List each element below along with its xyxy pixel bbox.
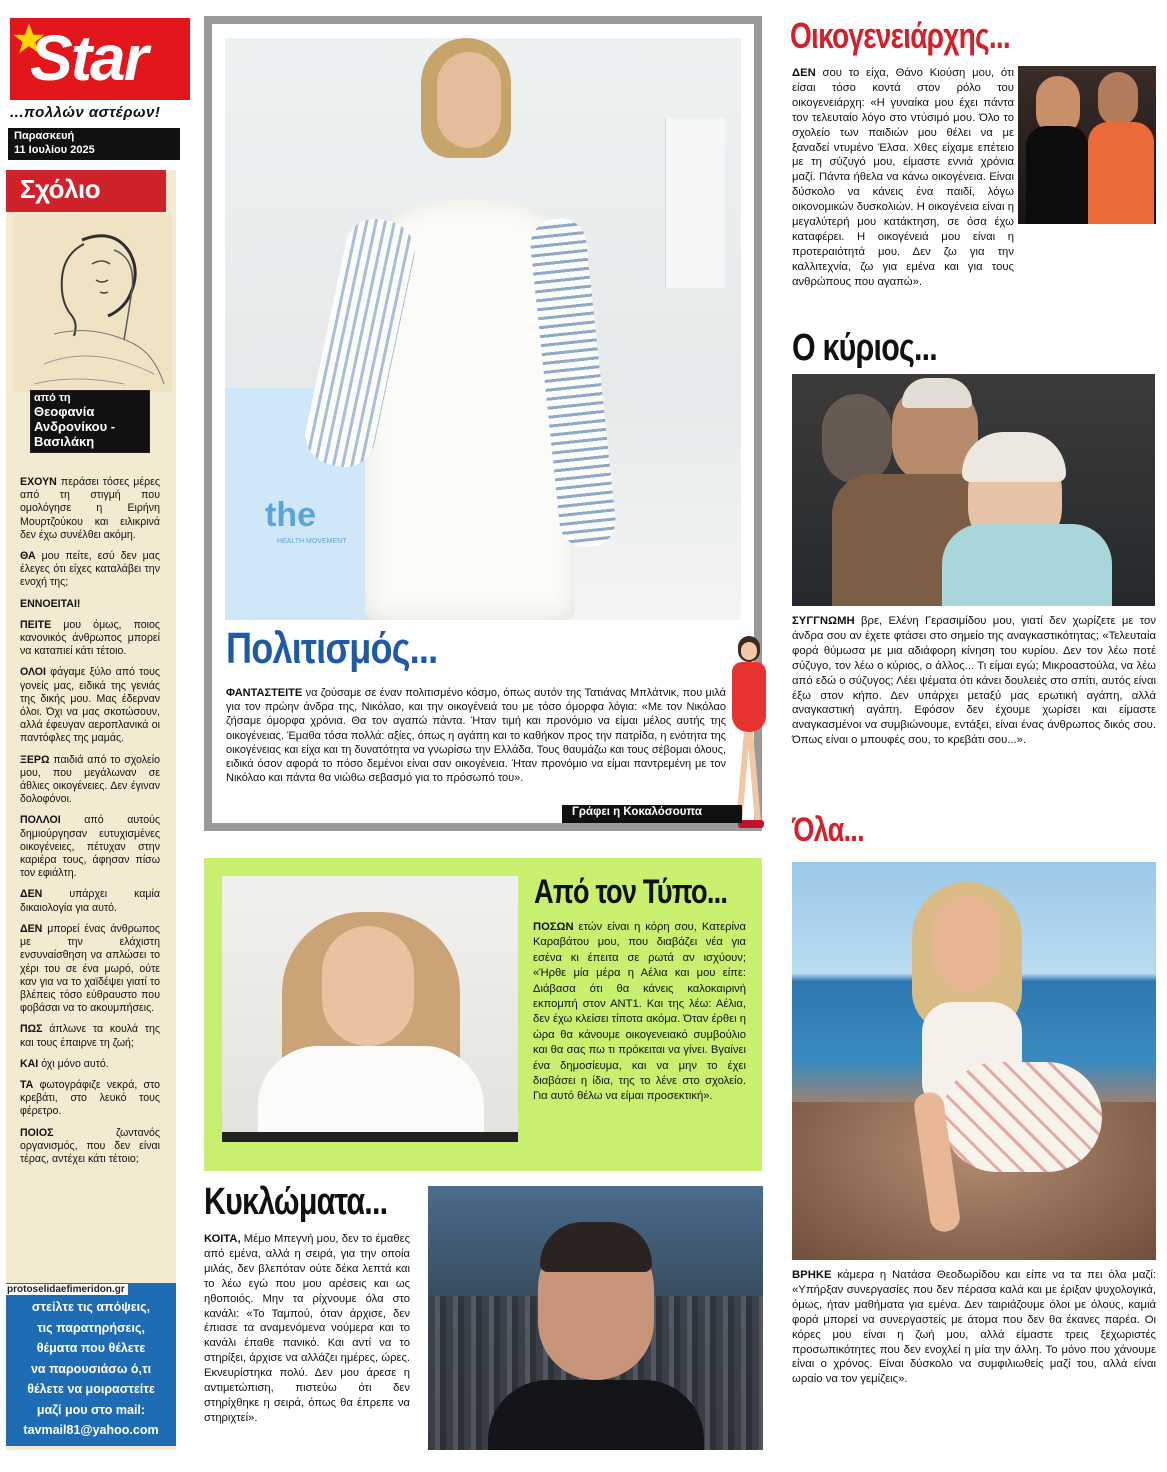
author-name2: Ανδρονίκου - xyxy=(34,419,116,434)
date-box xyxy=(8,128,180,160)
byline-box xyxy=(562,805,742,823)
watermark: protoselidaefimeridon.gr xyxy=(4,1284,128,1295)
author-prefix: από τη xyxy=(34,392,71,404)
apo-ton-typo-body: ΠΟΣΩΝ ετών είναι η κόρη σου, Κατερίνα Καραβάτου μου, που διαβάζει νέα για εσένα κι έπειτα σε ρωτά αν ισχύουν; «Ήρθε μία μέρα η Αέλια και μου είπε: Διάβασα ότι θα κάνεις καλοκαιρινή εκπομπή στον ΑΝΤ1. Και της λέω: Αέλια, δεν έχω κλείσει τίποτα ακόμα. Όταν έρθει η ώρα θα κάνουμε οικογενειακό συμβούλιο και θα σας πω τι πρόκειται να γίνει. Βγαίνει ένα δημοσίευμα, και να μην το έχει διαβάσει η ίδια, της το λένε στο σχολείο. Για αυτό θέλω να είμαι προσεκτική». xyxy=(533,921,746,1103)
comment-paragraph: ΠΕΙΤΕ μου όμως, ποιος κανονικός άνθρωπος μπορεί να καταπιεί κάτι τέτοιο. xyxy=(20,618,160,658)
contact-email[interactable]: tavmail81@yahoo.com xyxy=(23,1423,159,1437)
comment-paragraph: ΕΧΟΥΝ περάσει τόσες μέρες από τη στιγμή που ομολόγησε η Ειρήνη Μουρτζούκου και ειλικρινά δεν έχω συνέλθει ακόμη. xyxy=(20,476,160,541)
apo-ton-typo-headline: Από τον Τύπο... xyxy=(534,873,728,911)
star-logo xyxy=(10,18,190,100)
comment-paragraph: ΠΟΛΛΟΙ από αυτούς δημιούργησαν ευτυχισμένες οικογένειες, πέτυχαν στην καριέρα τους, άφησαν πίσω τον εφιάλτη. xyxy=(20,814,160,880)
banner-subtext: HEALTH MOVEMENT xyxy=(277,538,347,545)
comment-paragraph: ΚΑΙ όχι μόνο αυτό. xyxy=(20,1057,109,1070)
banner-text: the xyxy=(265,496,316,534)
comment-paragraph: ΔΕΝ μπορεί ένας άνθρωπος με την ελάχιστη ενσυναίσθηση να απλώσει το χέρι του σε ένα μωρό, ούτε καν για να το χαϊδέψει γιατί το βλέπεις τόσο εύθραυστο που φοβάσαι να το ακουμπήσεις. xyxy=(20,922,160,1015)
author-name3: Βασιλάκη xyxy=(34,434,95,449)
comment-title-box xyxy=(6,170,166,212)
comment-paragraph: ΤΑ φωτογράφιζε νεκρά, στο κρεβάτι, στο λευκό τους φέρετρο. xyxy=(20,1078,160,1118)
o-kyrios-body: ΣΥΓΓΝΩΜΗ βρε, Ελένη Γερασιμίδου μου, γιατί δεν χωρίζετε με τον άνδρα σου αν έχετε φτάσει στο σημείο της αναγκαστικότητας; «Τελευταία φορά θύμωσα με μια αδιάφορη κίνηση του κυρίου. Δεν τον λέω ποτέ σύζυγο, τον λέω ο κύριος, ο άλλος... Τι είμαι εγώ; Μικροαστούλα, να λέω από εδώ ο σύζυγος; Λέει ψέματα ότι κάνει δουλειές στο σπίτι, αυτός είναι έξω στον κήπο. Δεν υπάρχει μεταξύ μας ερωτική αγάπη, αλλά αναγκαστική αγάπη. Εφόσον δεν έχουμε χωρίσει και είμαστε αναγκασμένοι να συμβιώνουμε, εντάξει, είναι ένας άνθρωπος δικός σου. Όπως είναι ο μπουφές σου, το κρεβάτι σου...». xyxy=(792,615,1156,747)
author-box xyxy=(30,390,150,453)
logo-text: Star xyxy=(30,22,147,94)
byline: Γράφει η Κοκαλόσουπα xyxy=(572,806,702,818)
comment-paragraph: ΟΛΟΙ φάγαμε ξύλο από τους γονείς μας, ειδικά της γενιάς της δικής μου. Μας έδερναν όλοι. Όχι να μας σκοτώσουν, αλλά έφευγαν αεροπλανικά οι παντόφλες της μαμάς. xyxy=(20,666,160,745)
date-line1: Παρασκευή xyxy=(14,130,75,142)
contact-box xyxy=(6,1283,176,1446)
author-name1: Θεοφανία xyxy=(34,404,95,419)
oikogeneiarxis-body: ΔΕΝ σου το είχα, Θάνο Κιούση μου, ότι είσαι τόσο κοντά στον ρόλο του οικογενειάρχη: «Η γυναίκα μου έχει πάντα τον τελευταίο λόγο στο ντύσιμό μου. Όλο το σχολείο των παιδιών μου θέλει να με ξαναδεί ντυμένο Έλσα. Χθες είχαμε επέτειο με τη σύζυγό μου, είμαστε εννιά χρόνια μαζί. Πάντα ήθελα να κάνω οικογένεια. Είναι δύσκολο να κάνεις ένα παιδί, λόγω οικονομικών δυσκολιών. Η οικογένεια είναι η μεγαλύτερή μου κατάκτηση, σε όσα έχω καταφέρει. Η οικογένειά μου είναι η προτεραιότητά μου. Δεν ζω για την καλλιτεχνία, ζω για εμένα και για τους ανθρώπους που αγαπώ». xyxy=(792,67,1014,288)
contact-line: μαζί μου στο mail: xyxy=(36,1402,146,1417)
author-sketch-portrait xyxy=(14,214,172,392)
comment-title: Σχόλιο xyxy=(20,174,101,204)
contact-line: να παρουσιάσω ό,τι xyxy=(30,1361,152,1376)
gerasimidou-photo xyxy=(792,374,1155,606)
oikogeneiarxis-headline: Οικογενειάρχης... xyxy=(790,15,1010,56)
contact-line: θέματα που θέλετε xyxy=(36,1341,146,1355)
megni-photo xyxy=(428,1186,763,1450)
theodoridou-photo xyxy=(792,862,1156,1260)
contact-line: τις παρατηρήσεις, xyxy=(37,1320,145,1335)
date-line2: 11 Ιουλίου 2025 xyxy=(14,144,95,156)
ola-headline: Όλα... xyxy=(792,811,864,849)
fashion-illustration xyxy=(724,632,774,832)
kyklomata-headline: Κυκλώματα... xyxy=(204,1181,388,1223)
contact-line: θέλετε να μοιραστείτε xyxy=(27,1382,155,1396)
o-kyrios-headline: Ο κύριος... xyxy=(792,327,937,369)
kyklomata-body: ΚΟΙΤΑ, Μέμο Μπεγνή μου, δεν το έμαθες από εμένα, αλλά η σειρά, για την οποία μιλάς, δεν βλεπόταν ούτε δέκα λεπτά και το λέω εγώ που μου αρέσεις και ως ηθοποιός. Μην τα ρίχνουμε όλα στο κανάλι: «Το Ταμπού, όταν άρχισε, δεν έπιασε τα αναμενόμενα νούμερα και το κανάλι έπαθε πανικό. Και αντί να το στηρίξει, άρχισε να αλλάζει ημέρες, ώρες. Εκνευρίστηκα πολύ. Δεν μου άρεσε η αντιμετώπιση, πιστεύω ότι δεν στηρίχθηκε η σειρά, όπως θα έπρεπε να στηριχτεί». xyxy=(204,1233,410,1424)
comment-body xyxy=(20,476,160,1174)
ola-body: ΒΡΗΚΕ κάμερα η Νατάσα Θεοδωρίδου και είπε να τα πει όλα μαζί: «Υπήρξαν συνεργασίες που δεν πέρασα καλά και με έριξαν ψυχολογικά, όμως, ήταν μαθήματα για εμένα. Δεν ταιριάζουμε όλοι με όλους, καμιά φορά μπορεί να συνεργαστείς με άτομα που δεν θα έκανες παρέα. Οι κόρες μου είναι η ζωή μου, αλλά είμαστε τρεις ξεχωριστές προσωπικότητες που δεν ενοχλεί η μία την άλλη. Το μόνο που χάνουμε είναι ο χρόνος. Είναι δύσκολο να συμφιλιωθείς μαζί του, αλλά είναι ωραίο να τον γεμίζεις». xyxy=(792,1269,1156,1386)
karavatou-photo xyxy=(222,876,518,1142)
kiousis-photo xyxy=(1018,66,1156,224)
politismos-body: ΦΑΝΤΑΣΤΕΙΤΕ να ζούσαμε σε έναν πολιτισμένο κόσμο, όπως αυτόν της Τατιάνας Μπλάτνικ, που μιλά για τον πρώην άνδρα της, Νικόλαο, και την οικογένειά του με τόσο όμορφα λόγια: «Με τον Νικόλαο ζήσαμε όμορφα χρόνια. Θα τον αγαπώ πάντα. Ήταν τιμή και προνόμιο να είμαι μέλος αυτής της οικογένειας. Έμαθα τόσα πολλά: αξίες, όπως η αγάπη και το καθήκον προς την πατρίδα, η ενότητα της οικογένειας και είχα και τη δυνατότητα να γνωρίσω την Ελλάδα. Τους θαυμάζω και τους σέβομαι όλους, ειδικά όσον αφορά το πόσο δεμένοι είναι σαν οικογένεια. Ήταν προνόμιο να είμαι παντρεμένη με τον Νικόλαο και πάντα θα νιώθω σεβασμό για το πρόσωπό του». xyxy=(226,687,726,785)
politismos-photo xyxy=(225,38,741,620)
comment-paragraph: ΕΝΝΟΕΙΤΑΙ! xyxy=(20,597,81,610)
comment-paragraph: ΞΕΡΩ παιδιά από το σχολείο μου, που μεγάλωναν σε άθλιες οικογένειες. Δεν έγιναν δολοφόνοι. xyxy=(20,753,160,806)
comment-paragraph: ΔΕΝ υπάρχει καμία δικαιολογία για αυτό. xyxy=(20,888,160,914)
comment-paragraph: ΘΑ μου πείτε, εσύ δεν μας έλεγες ότι είχες καταλάβει την ενοχή της; xyxy=(20,550,160,589)
comment-paragraph: ΠΟΙΟΣ ζωντανός οργανισμός, που δεν είναι τέρας, αντέχει κάτι τέτοιο; xyxy=(20,1126,160,1165)
contact-line: στείλτε τις απόψεις, xyxy=(31,1300,151,1314)
comment-paragraph: ΠΩΣ άπλωνε τα κουλά της και τους έπαιρνε τη ζωή; xyxy=(20,1023,160,1049)
tagline: ...πολλών αστέρων! xyxy=(10,104,161,121)
politismos-headline: Πολιτισμός... xyxy=(226,624,438,673)
